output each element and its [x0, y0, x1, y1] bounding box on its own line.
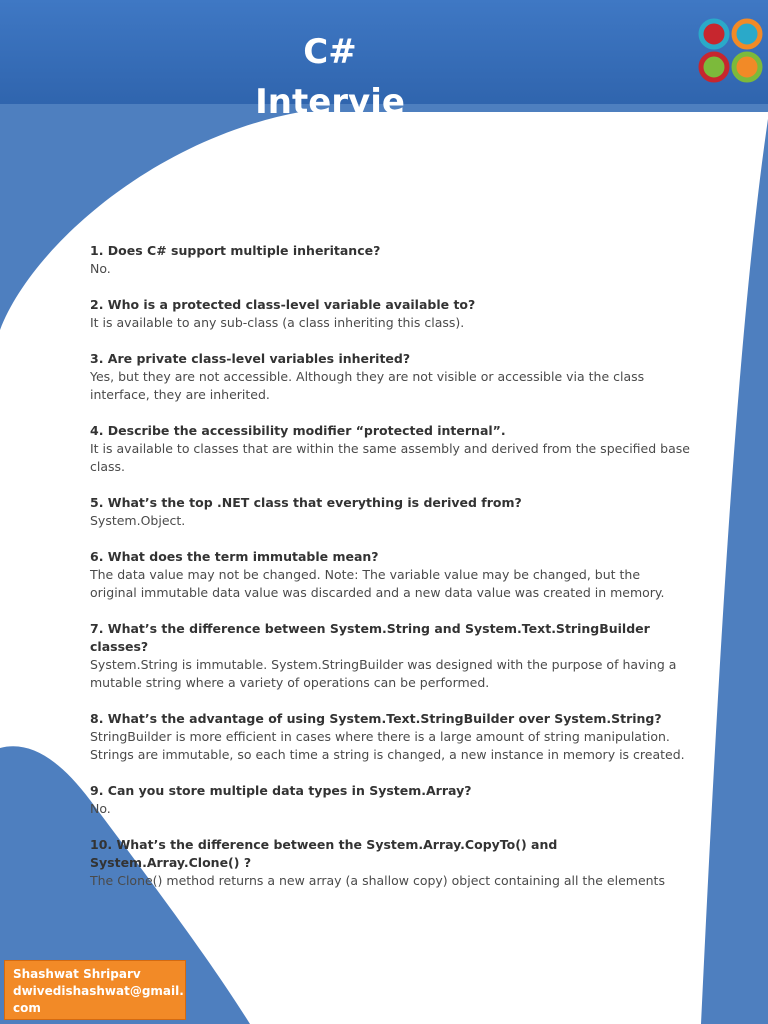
- qa-item: [90, 710, 690, 764]
- answer: System.Object.: [90, 513, 186, 528]
- answer: No.: [90, 801, 111, 816]
- answer: The Clone() method returns a new array (a shallow copy) object containing all the elements: [90, 873, 665, 888]
- question: 4. Describe the accessibility modifier “protected internal”.: [90, 423, 506, 438]
- question: 1. Does C# support multiple inheritance?: [90, 243, 381, 258]
- answer: It is available to classes that are within the same assembly and derived from the specified base class.: [90, 441, 690, 474]
- question: 9. Can you store multiple data types in System.Array?: [90, 783, 472, 798]
- qa-item: [90, 548, 690, 602]
- question: 6. What does the term immutable mean?: [90, 549, 379, 564]
- answer: It is available to any sub-class (a class inheriting this class).: [90, 315, 465, 330]
- title-line-2: Intervie: [255, 82, 405, 122]
- question: 2. Who is a protected class-level variable available to?: [90, 297, 476, 312]
- qa-item: [90, 296, 690, 332]
- author-box: [4, 960, 186, 1020]
- answer: No.: [90, 261, 111, 276]
- question: 3. Are private class-level variables inherited?: [90, 351, 411, 366]
- author-name: Shashwat Shriparv: [13, 967, 141, 981]
- title-line-1: C#: [303, 32, 357, 72]
- author-email-line-1: dwivedishashwat@gmail.: [13, 984, 184, 998]
- answer: System.String is immutable. System.StringBuilder was designed with the purpose of having a mutable string where a variety of operations can be performed.: [90, 657, 677, 690]
- qa-item: [90, 836, 690, 890]
- answer: The data value may not be changed. Note: The variable value may be changed, but the original immutable data value was discarded and a new data value was created in memory.: [90, 567, 665, 600]
- answer: Yes, but they are not accessible. Although they are not visible or accessible via the class interface, they are inherited.: [90, 369, 645, 402]
- qa-item: [90, 782, 690, 818]
- author-email-line-2: com: [13, 1001, 41, 1015]
- answer: StringBuilder is more efficient in cases where there is a large amount of string manipulation. Strings are immutable, so each time a string is changed, a new instance in memory is created.: [90, 729, 685, 762]
- question: 5. What’s the top .NET class that everything is derived from?: [90, 495, 522, 510]
- question: 10. What’s the difference between the System.Array.CopyTo() and System.Array.Clone() ?: [90, 837, 558, 870]
- qa-list: [90, 242, 690, 908]
- question: 7. What’s the difference between System.String and System.Text.StringBuilder classes?: [90, 621, 650, 654]
- slide-title: [230, 28, 430, 126]
- question: 8. What’s the advantage of using System.Text.StringBuilder over System.String?: [90, 711, 662, 726]
- qa-item: [90, 494, 690, 530]
- qa-item: [90, 242, 690, 278]
- qa-item: [90, 350, 690, 404]
- qa-item: [90, 620, 690, 692]
- qa-item: [90, 422, 690, 476]
- logo-rings-icon: [696, 16, 766, 86]
